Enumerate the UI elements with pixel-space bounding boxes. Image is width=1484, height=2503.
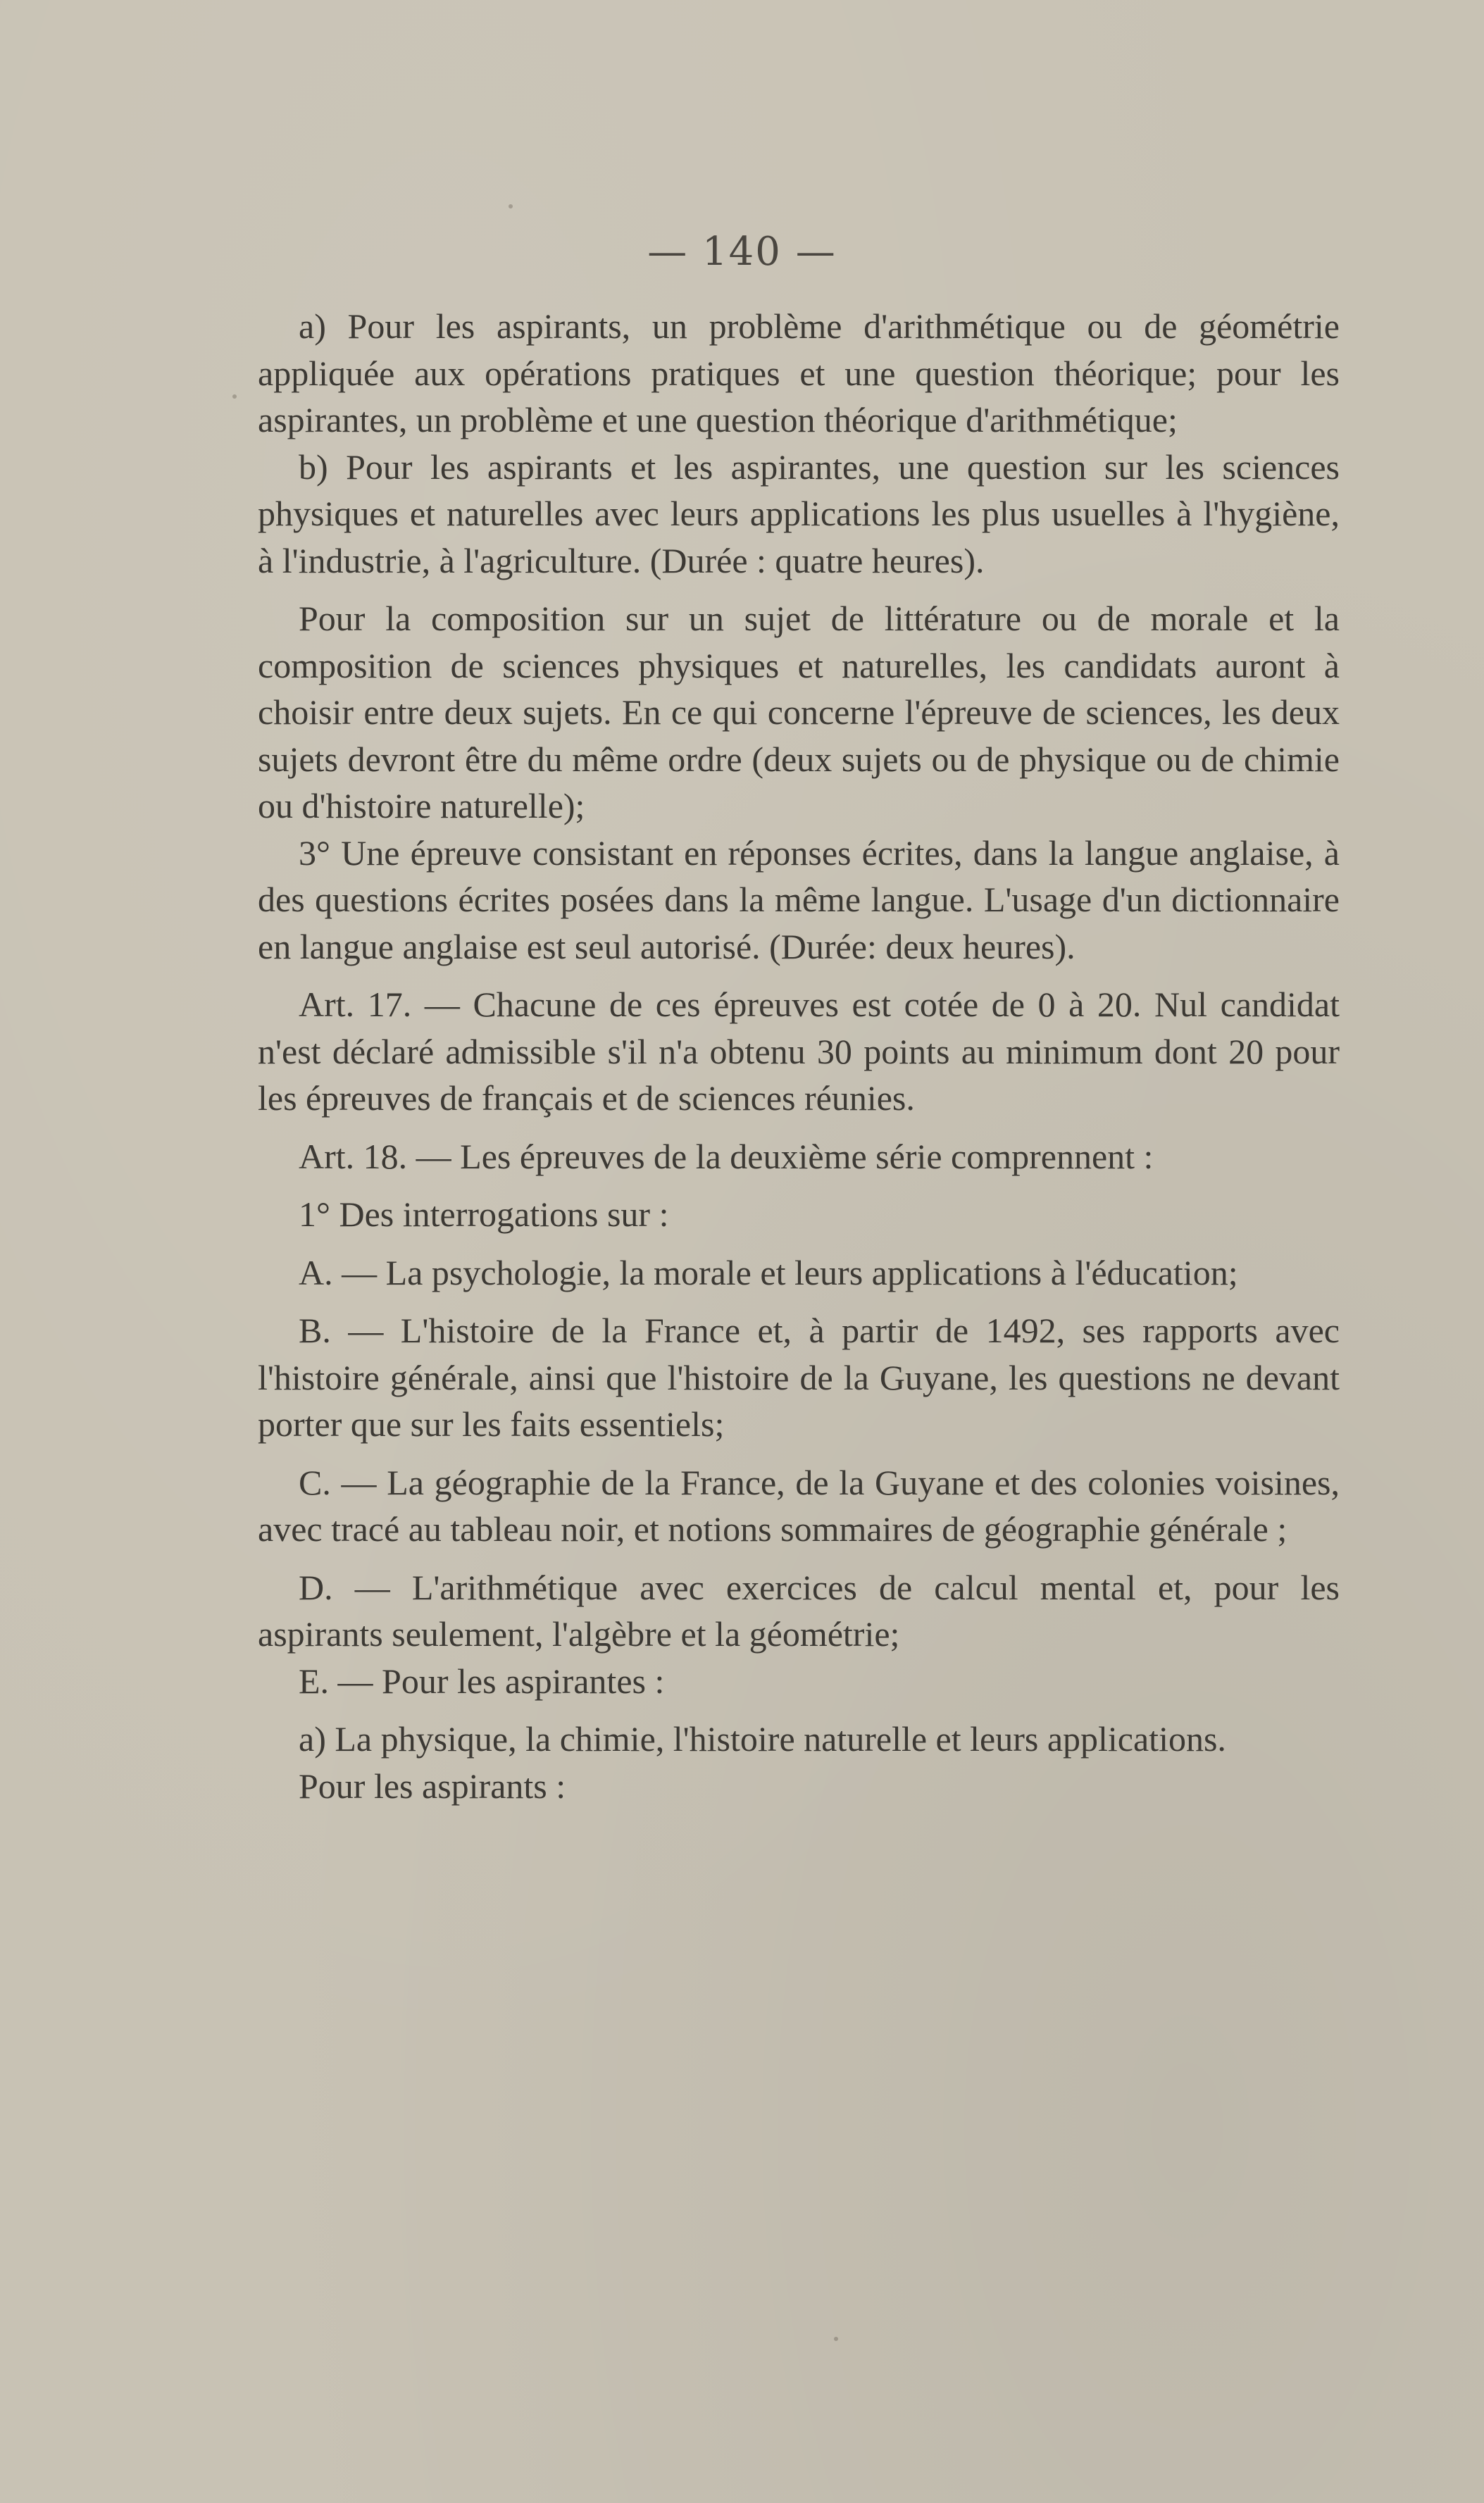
paragraph-article-18: Art. 18. — Les épreuves de la deuxième série comprennent : (299, 1136, 1154, 1176)
paragraph-item-b-history: B. — L'histoire de la France et, à partir de 1492, ses rapports avec l'histoire générale, ainsi que l'histoire de la Guyane, les questions ne devant porter que sur les faits essentiels; (258, 1311, 1340, 1444)
body-text (258, 303, 1340, 1809)
paragraph-item-c-geography: C. — La géographie de la France, de la Guyane et des colonies voisines, avec tracé au tableau noir, et notions sommaires de géographie générale ; (258, 1462, 1340, 1549)
paragraph-interrogations: 1° Des interrogations sur : (299, 1194, 669, 1234)
paper-speck (509, 204, 513, 208)
paragraph-item-e-aspirantes: E. — Pour les aspirantes : (299, 1661, 665, 1701)
paragraph-sciences-aspirantes: a) La physique, la chimie, l'histoire naturelle et leurs applications. (299, 1719, 1226, 1759)
paragraph-b-sciences-question: b) Pour les aspirants et les aspirantes, une question sur les sciences physiques et naturelles avec leurs applications les plus usuelles à l'hygiène, à l'industrie, à l'agriculture. (Durée : quatre heures). (258, 447, 1340, 580)
paragraph-item-d-arithmetic: D. — L'arithmétique avec exercices de calcul mental et, pour les aspirants seulement, l'algèbre et la géométrie; (258, 1567, 1340, 1654)
page-number: — 140 — (647, 229, 837, 275)
paragraph-item-a-psychology: A. — La psychologie, la morale et leurs applications à l'éducation; (299, 1252, 1238, 1292)
paragraph-english-test: 3° Une épreuve consistant en réponses écrites, dans la langue anglaise, à des questions écrites posées dans la même langue. L'usage d'un dictionnaire en langue anglaise est seul autorisé. (Durée: deux heures). (258, 832, 1340, 966)
paragraph-a-written-problem: a) Pour les aspirants, un problème d'arithmétique ou de géométrie appliquée aux opérations pratiques et une question théorique; pour les aspirantes, un problème et une question théorique d'arithmétique; (258, 306, 1340, 439)
paragraph-article-17: Art. 17. — Chacune de ces épreuves est cotée de 0 à 20. Nul candidat n'est déclaré admissible s'il n'a obtenu 30 points au minimum dont 20 pour les épreuves de français et de sciences réunies. (258, 985, 1340, 1118)
paragraph-choice-of-subjects: Pour la composition sur un sujet de littérature ou de morale et la composition de sciences physiques et naturelles, les candidats auront à choisir entre deux sujets. En ce qui concerne l'épreuve de sciences, les deux sujets devront être du même ordre (deux sujets ou de physique ou de chimie ou d'histoire naturelle); (258, 599, 1340, 825)
paper-speck (834, 2337, 838, 2341)
paper-speck (232, 394, 237, 399)
paragraph-aspirants: Pour les aspirants : (299, 1766, 566, 1806)
